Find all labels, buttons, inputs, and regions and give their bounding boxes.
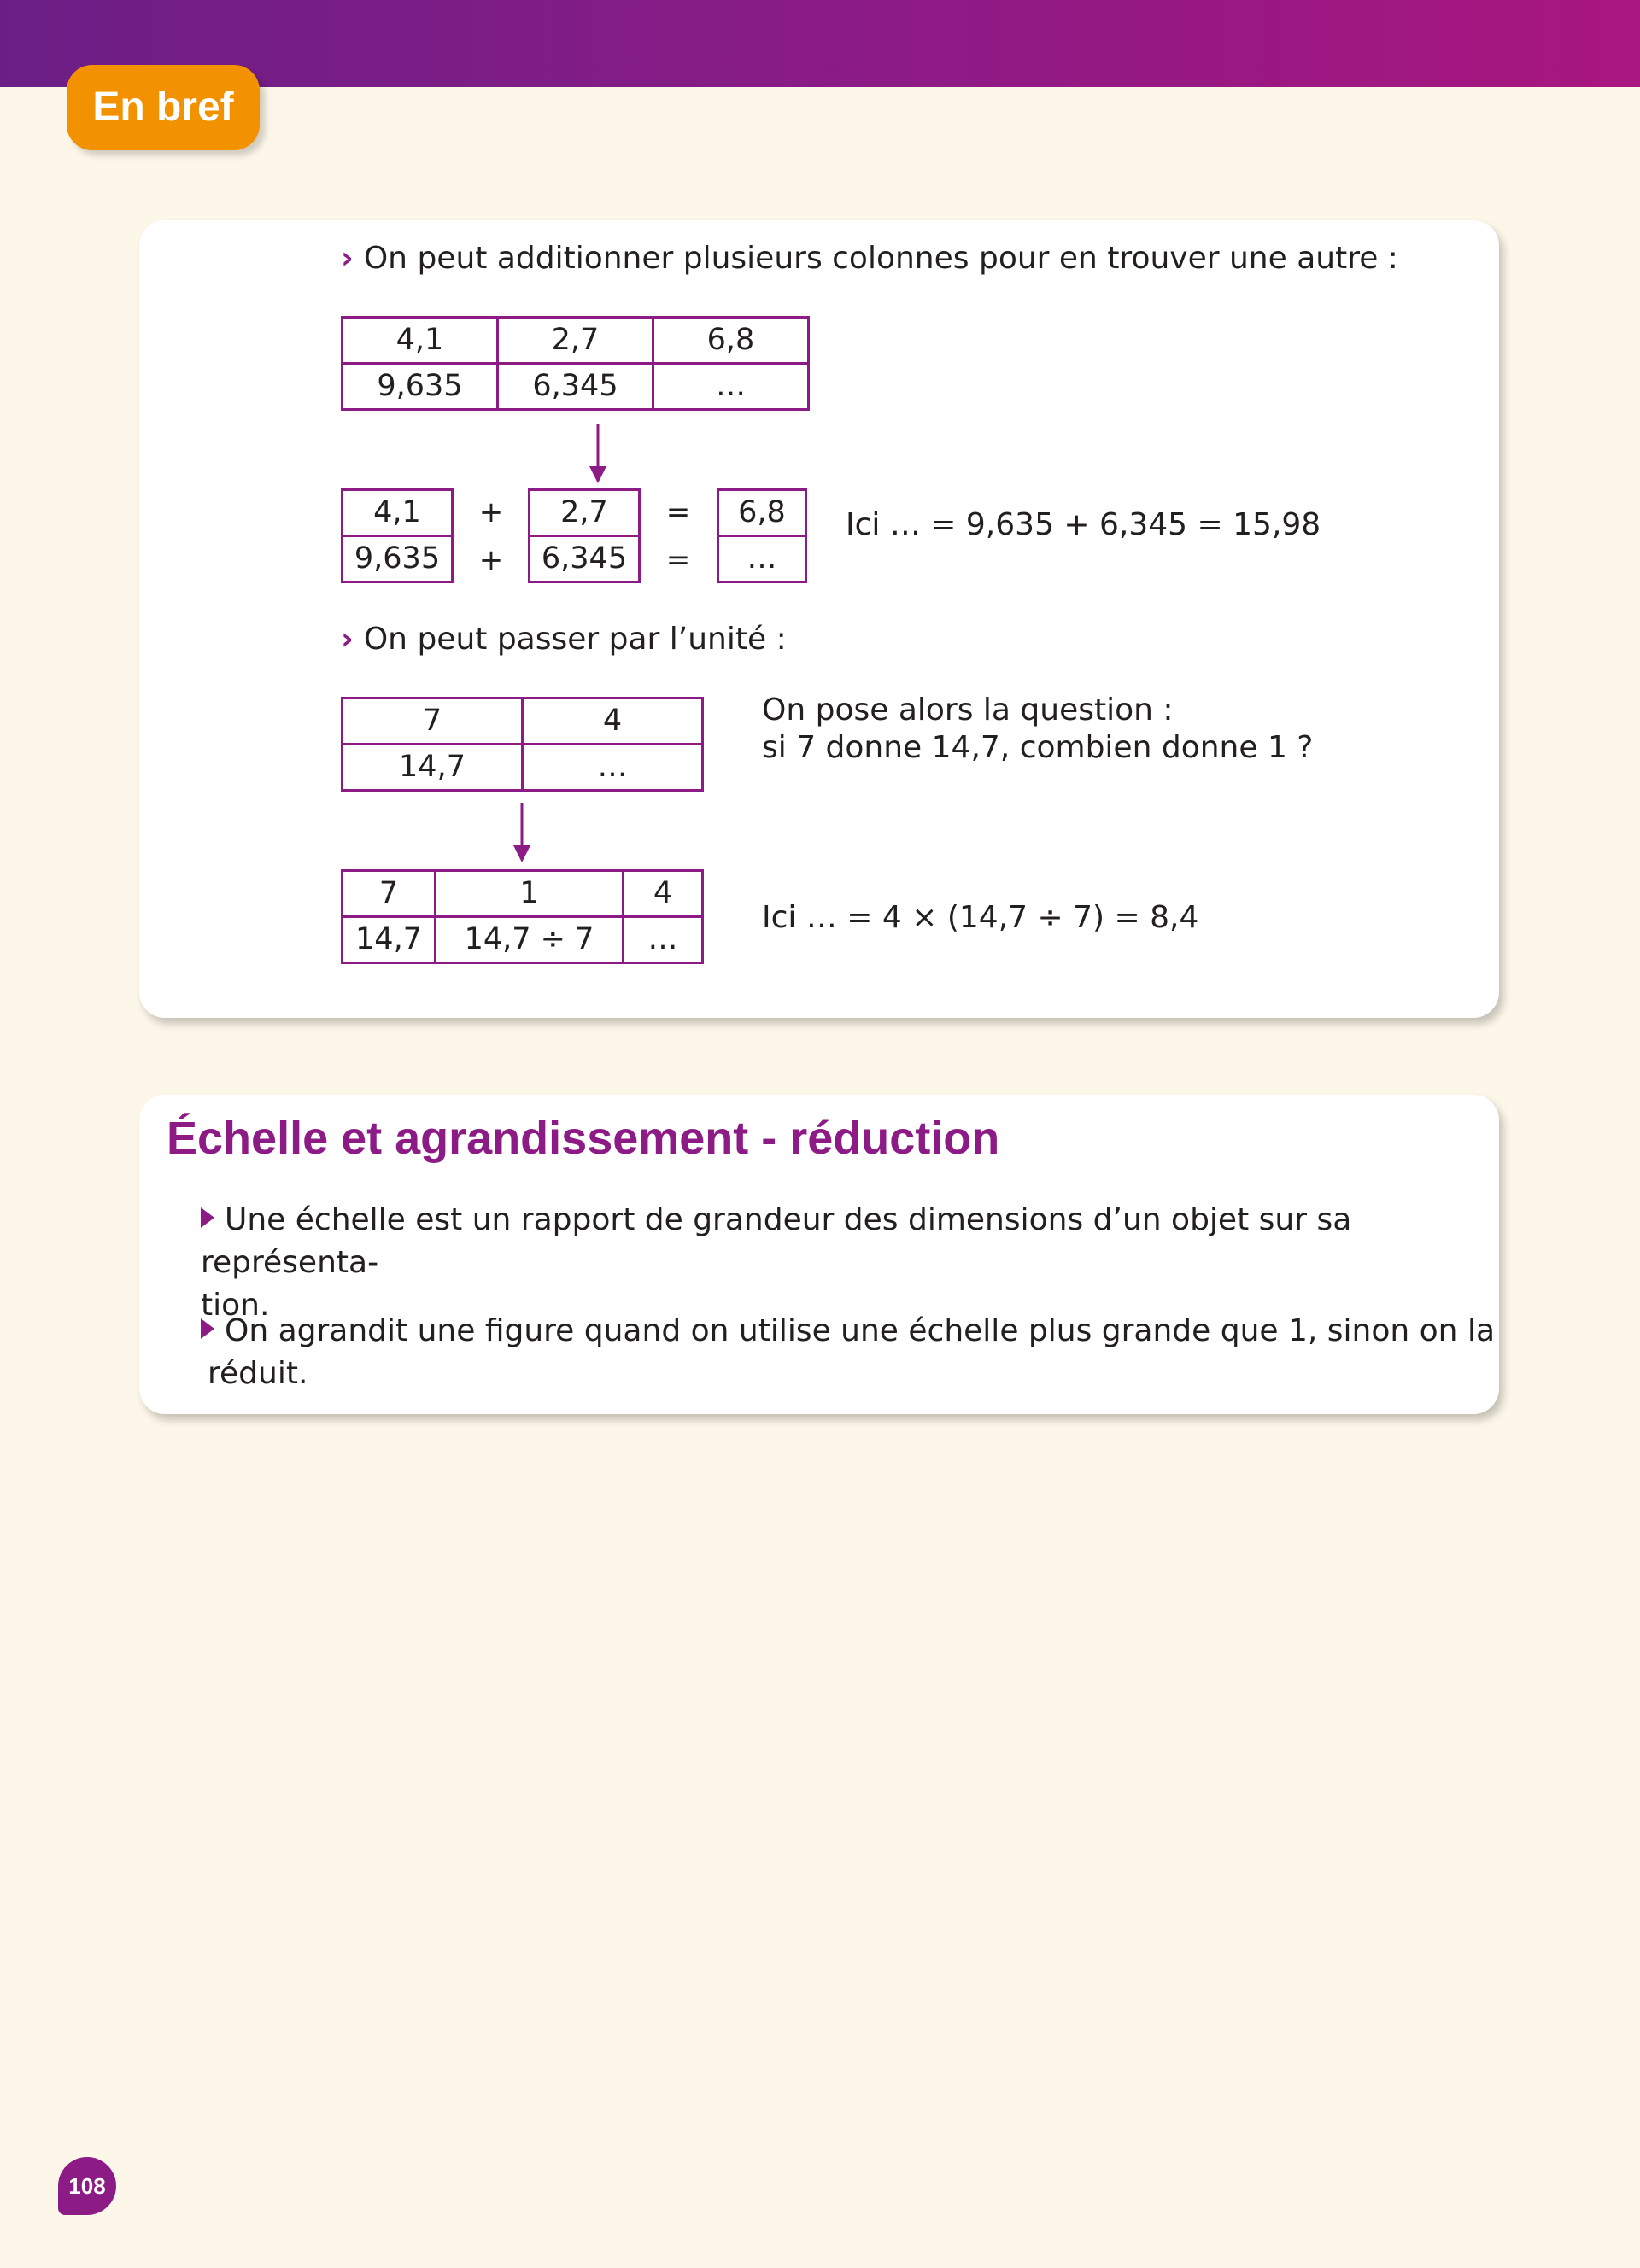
bullet-additionner <box>341 241 1398 276</box>
table-unit-start <box>341 697 704 792</box>
table-cell: … <box>624 917 703 963</box>
table-cell: 9,635 <box>343 364 498 410</box>
table-cell: 4,1 <box>343 318 498 364</box>
question-line: On pose alors la question : <box>762 693 1174 728</box>
bullet-text: tion. <box>201 1288 270 1323</box>
bullet-text: Une échelle est un rapport de grandeur des dimensions d’un objet sur sa représenta- <box>201 1202 1352 1280</box>
table-columns <box>341 316 810 411</box>
ici-unit-result: Ici … = 4 × (14,7 ÷ 7) = 8,4 <box>762 900 1199 935</box>
triangle-bullet-icon <box>201 1207 214 1228</box>
table-cell: 14,7 ÷ 7 <box>436 917 624 963</box>
echelle-card <box>139 1095 1499 1414</box>
table-cell: 7 <box>343 699 523 745</box>
ici-sum-result: Ici … = 9,635 + 6,345 = 15,98 <box>846 507 1321 542</box>
table-cell: 14,7 <box>343 745 523 791</box>
plus-sign: + <box>478 495 504 529</box>
table-cell: 14,7 <box>343 917 436 963</box>
bullet-unite <box>341 622 787 657</box>
chevron-icon: › <box>341 241 354 276</box>
page-number: 108 <box>58 2157 116 2215</box>
table-cell: 4 <box>523 699 703 745</box>
table-cell: … <box>523 745 703 791</box>
plus-sign: + <box>478 543 504 577</box>
en-bref-badge: En bref <box>67 65 260 150</box>
question-line: si 7 donne 14,7, combien donne 1 ? <box>762 730 1314 765</box>
table-cell: 2,7 <box>498 318 653 364</box>
table-cell: 4,1 <box>343 490 453 536</box>
equals-sign: = <box>665 495 691 529</box>
sum-column-a <box>341 488 454 583</box>
table-cell: 2,7 <box>530 490 640 536</box>
down-arrow-icon <box>585 424 611 485</box>
table-cell: … <box>653 364 809 410</box>
bullet-text: On peut additionner plusieurs colonnes pour en trouver une autre : <box>363 241 1398 276</box>
table-cell: 6,345 <box>530 536 640 582</box>
triangle-bullet-icon <box>201 1318 214 1339</box>
chevron-icon: › <box>341 622 354 657</box>
question-text <box>762 692 1313 767</box>
table-cell: … <box>718 536 806 582</box>
bullet-text: On agrandit une figure quand on utilise une échelle plus grande que 1, sinon on la <box>225 1313 1496 1348</box>
list-item <box>201 1310 1495 1395</box>
table-cell: 7 <box>343 871 436 917</box>
down-arrow-icon <box>509 803 535 864</box>
table-cell: 6,345 <box>498 364 653 410</box>
bullet-text: réduit. <box>208 1356 308 1391</box>
equals-sign: = <box>665 543 691 577</box>
table-cell: 6,8 <box>653 318 809 364</box>
table-cell: 4 <box>624 871 703 917</box>
bullet-text: On peut passer par l’unité : <box>363 622 787 657</box>
table-unit-result <box>341 869 704 964</box>
table-cell: 6,8 <box>718 490 806 536</box>
sum-column-b <box>528 488 641 583</box>
section-title: Échelle et agrandissement - réduction <box>167 1113 1000 1164</box>
list-item <box>201 1199 1499 1327</box>
table-cell: 1 <box>436 871 624 917</box>
proportionality-card <box>139 220 1499 1018</box>
sum-column-c <box>717 488 807 583</box>
table-cell: 9,635 <box>343 536 453 582</box>
